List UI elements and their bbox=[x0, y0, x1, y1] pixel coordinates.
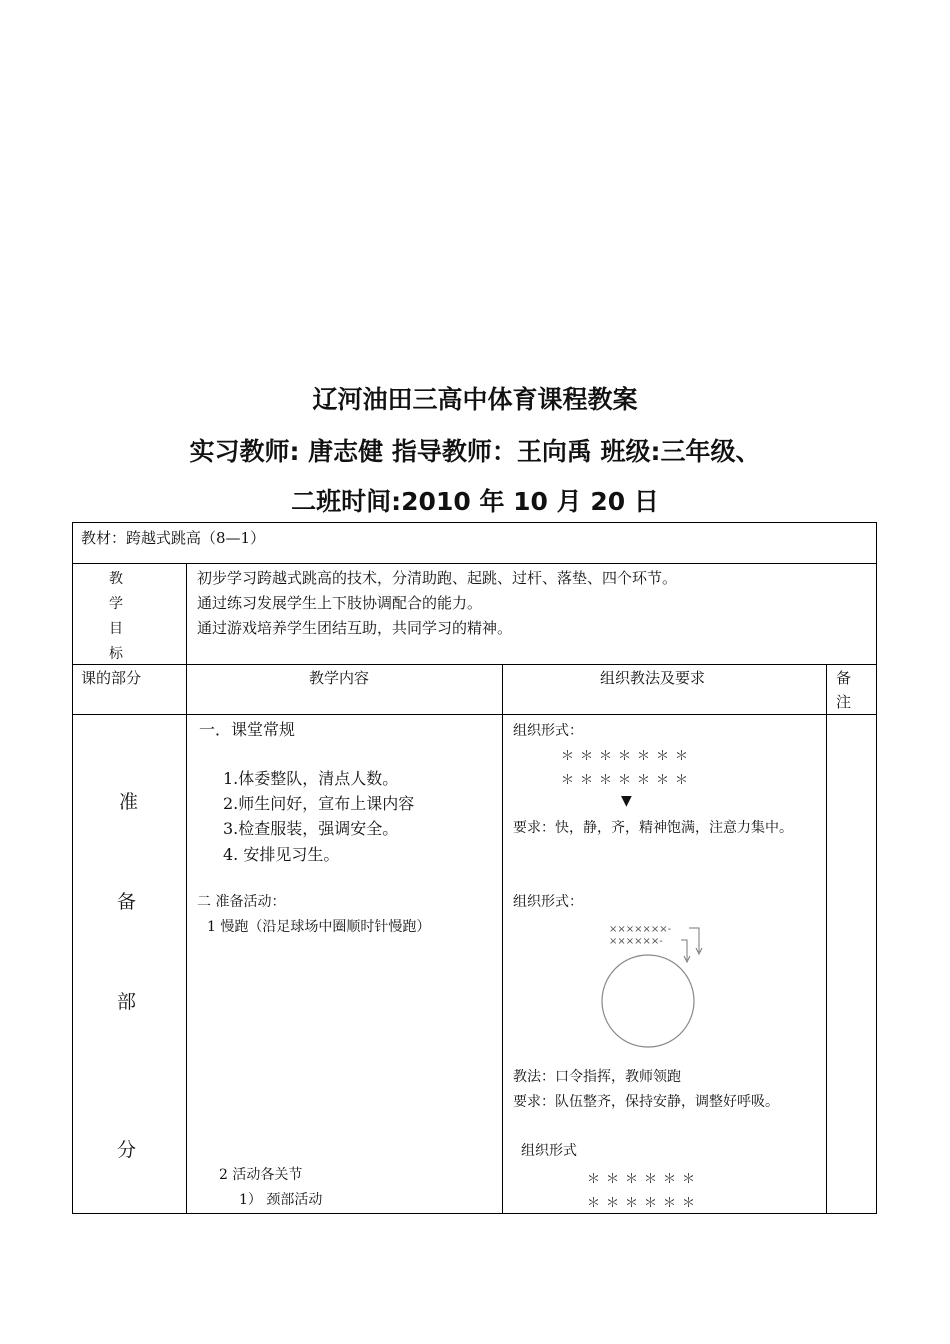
header-content: 教学内容 bbox=[309, 669, 370, 687]
lesson-plan-table bbox=[72, 522, 877, 1214]
column-divider bbox=[502, 664, 503, 1213]
material-cell: 教材：跨越式跳高（8—1） bbox=[81, 529, 266, 547]
goal-label-char: 标 bbox=[109, 646, 123, 662]
method-label: 组织形式 bbox=[521, 1143, 577, 1159]
header-note-1: 备 bbox=[836, 669, 852, 687]
document-title: 辽河油田三高中体育课程教案 bbox=[312, 385, 638, 414]
goal-line: 通过游戏培养学生团结互助，共同学习的精神。 bbox=[197, 619, 513, 637]
goal-label-char: 教 bbox=[109, 571, 123, 587]
formation-row: ＊＊＊＊＊＊ bbox=[587, 1196, 702, 1211]
row-divider bbox=[73, 664, 876, 665]
diagram-row: ×××××××- bbox=[609, 924, 672, 935]
content-item: 1） 颈部活动 bbox=[239, 1192, 323, 1208]
header-method: 组织教法及要求 bbox=[600, 669, 706, 687]
method-requirement: 要求：队伍整齐，保持安静，调整好呼吸。 bbox=[513, 1094, 779, 1110]
formation-row: ＊＊＊＊＊＊ bbox=[587, 1172, 702, 1187]
method-label: 组织形式： bbox=[513, 894, 583, 910]
content-item: 2.师生问好，宣布上课内容 bbox=[223, 794, 415, 813]
running-circle-diagram bbox=[593, 916, 713, 1051]
header-part: 课的部分 bbox=[81, 669, 142, 687]
content-routine-heading: 一．课堂常规 bbox=[199, 720, 296, 739]
content-item: 1.体委整队，清点人数。 bbox=[223, 769, 399, 788]
section-label-char: 备 bbox=[117, 891, 137, 913]
goal-line: 通过练习发展学生上下肢协调配合的能力。 bbox=[197, 594, 483, 612]
content-item: 4. 安排见习生。 bbox=[223, 845, 340, 864]
row-divider bbox=[73, 714, 876, 715]
row-divider bbox=[73, 563, 876, 564]
goal-line: 初步学习跨越式跳高的技术，分清助跑、起跳、过杆、落垫、四个环节。 bbox=[197, 569, 678, 587]
class-date-info: 二班时间:2010 年 10 月 20 日 bbox=[291, 487, 659, 516]
header-note-2: 注 bbox=[836, 693, 852, 711]
direction-arrow bbox=[689, 928, 699, 952]
field-center-circle bbox=[602, 955, 694, 1047]
method-requirement: 要求：快，静，齐，精神饱满，注意力集中。 bbox=[513, 820, 793, 836]
diagram-row: ××××××- bbox=[609, 936, 663, 947]
section-label-char: 准 bbox=[119, 791, 139, 813]
method-teaching: 教法：口令指挥，教师领跑 bbox=[513, 1069, 681, 1085]
column-divider bbox=[186, 563, 187, 1213]
content-item: 1 慢跑（沿足球场中圈顺时针慢跑） bbox=[207, 919, 431, 935]
goal-label-char: 目 bbox=[109, 621, 123, 637]
formation-row: ＊＊＊＊＊＊＊ bbox=[561, 773, 695, 788]
column-divider bbox=[826, 664, 827, 1213]
formation-row: ＊＊＊＊＊＊＊ bbox=[561, 749, 695, 764]
content-item: 3.检查服装，强调安全。 bbox=[223, 819, 399, 838]
section-label-char: 部 bbox=[117, 991, 137, 1013]
teacher-info: 实习教师: 唐志健 指导教师：王向禹 班级:三年级、 bbox=[189, 437, 761, 466]
content-warmup-heading: 二 准备活动： bbox=[197, 894, 286, 910]
content-item: 2 活动各关节 bbox=[219, 1167, 303, 1183]
goal-label-char: 学 bbox=[109, 596, 123, 612]
method-label: 组织形式： bbox=[513, 723, 583, 739]
section-label-char: 分 bbox=[117, 1139, 137, 1161]
teacher-marker: ▼ bbox=[621, 793, 632, 809]
